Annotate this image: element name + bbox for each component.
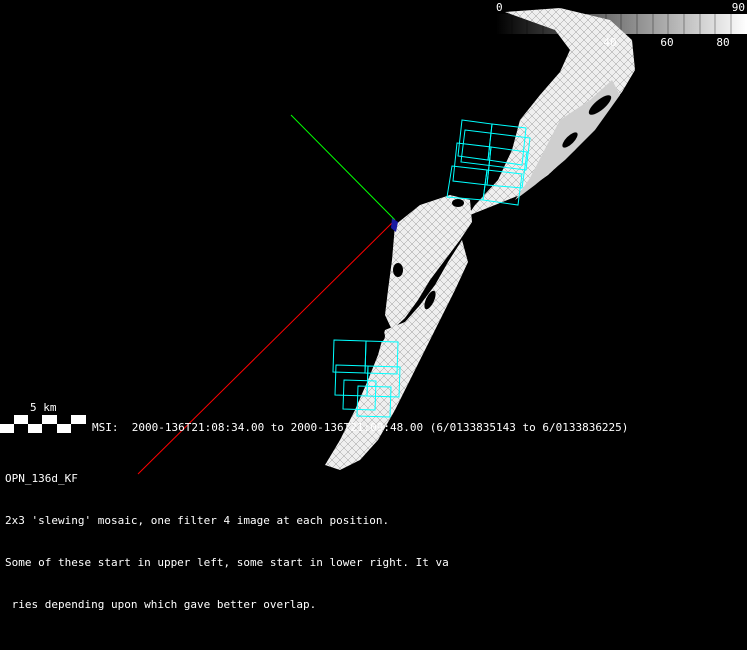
asteroid-surface [325, 8, 635, 470]
scalebar-label: 5 km [30, 401, 57, 414]
observation-title: OPN_136d_KF [5, 472, 78, 485]
observation-notes [5, 444, 449, 626]
scalebar [0, 402, 90, 434]
colorbar-labels [496, 2, 747, 54]
colorbar-max-label: 90 [731, 1, 745, 14]
observation-note-line: Some of these start in upper left, some start in lower right. It va [5, 556, 449, 569]
msi-time-range: MSI: 2000-136T21:08:34.00 to 2000-136T21:09:48.00 (6/0133835143 to 6/0133836225) [92, 421, 629, 434]
sun-vector [291, 115, 395, 220]
colorbar-tick-label: 60 [660, 36, 674, 49]
observation-note-line: 2x3 'slewing' mosaic, one filter 4 image at each position. [5, 514, 390, 527]
observation-note-line: ries depending upon which gave better overlap. [5, 598, 317, 611]
colorbar-min-label: 0 [496, 1, 503, 14]
colorbar-tick-label: 80 [716, 36, 730, 49]
colorbar-tick-label: 40 [603, 36, 617, 49]
